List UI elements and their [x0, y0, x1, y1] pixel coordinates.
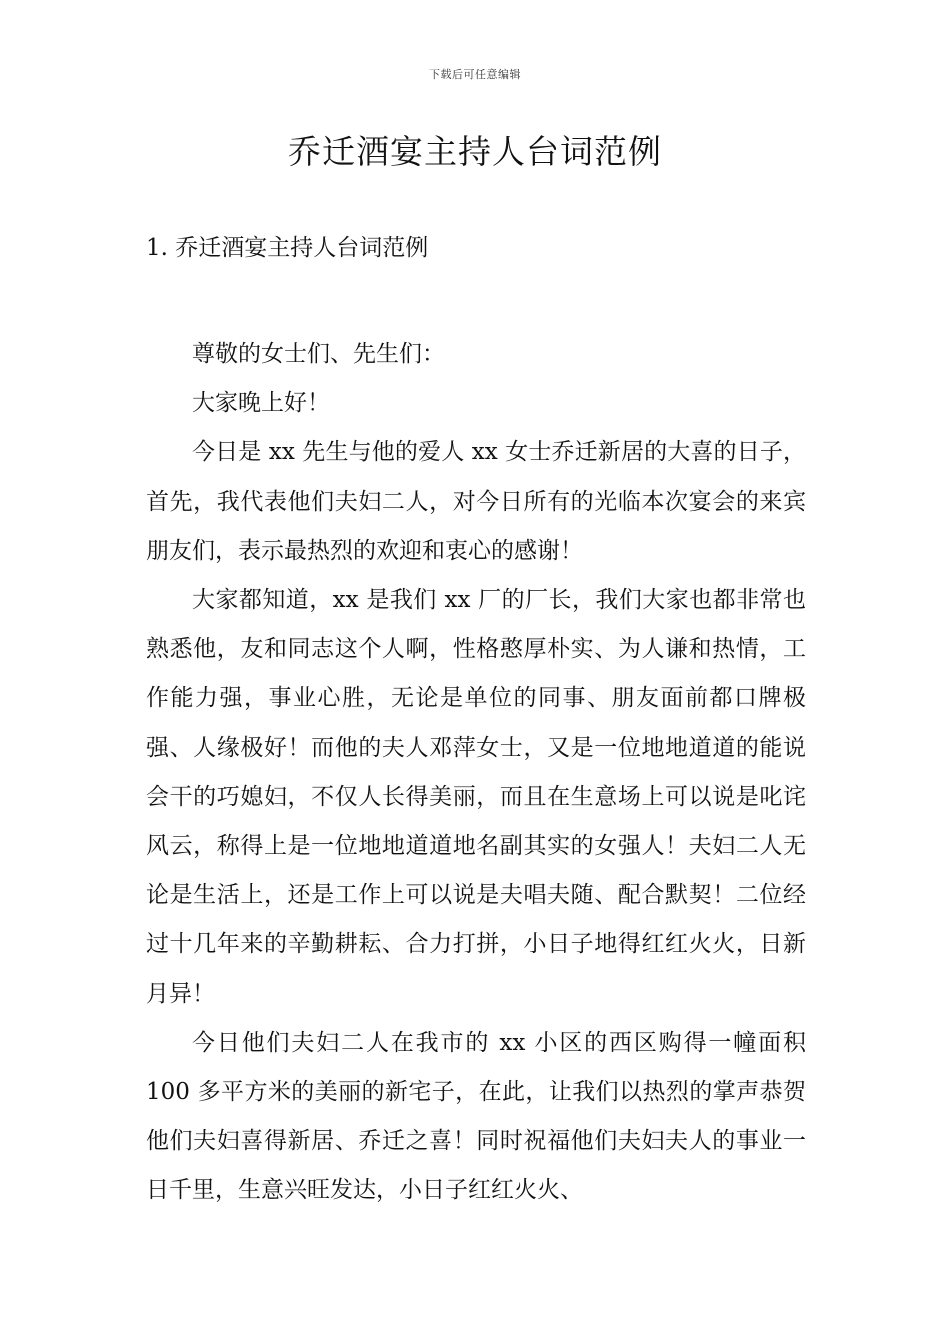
paragraph-welcome: 今日是 xx 先生与他的爱人 xx 女士乔迁新居的大喜的日子，首先，我代表他们夫妇二人，对今日所有的光临本次宴会的来宾朋友们，表示最热烈的欢迎和衷心的感谢！: [146, 439, 806, 564]
document-title: 乔迁酒宴主持人台词范例: [288, 132, 662, 171]
section-heading: 1. 乔迁酒宴主持人台词范例: [146, 235, 429, 261]
document-body: [146, 330, 806, 1216]
paragraph-congratulation: 今日他们夫妇二人在我市的 xx 小区的西区购得一幢面积 100 多平方米的美丽的新宅子，在此，让我们以热烈的掌声恭贺他们夫妇喜得新居、乔迁之喜！同时祝福他们夫妇夫人的事业一日千里，生意兴旺发达，小日子红红火火、: [146, 1029, 806, 1204]
header-note: 下载后可任意编辑: [429, 68, 521, 81]
paragraph-salutation: 大家晚上好！: [192, 390, 330, 417]
paragraph-introduction: 大家都知道，xx 是我们 xx 厂的厂长，我们大家也都非常也熟悉他，友和同志这个人啊，性格憨厚朴实、为人谦和热情，工作能力强，事业心胜，无论是单位的同事、朋友面前都口牌极强、人缘极好！而他的夫人邓萍女士，又是一位地地道道的能说会干的巧媳妇，不仅人长得美丽，而且在生意场上可以说是叱诧风云，称得上是一位地地道道地名副其实的女强人！夫妇二人无论是生活上，还是工作上可以说是夫唱夫随、配合默契！二位经过十几年来的辛勤耕耘、合力打拼，小日子地得红红火火，日新月异！: [146, 587, 806, 1007]
paragraph-greeting: 尊敬的女士们、先生们：: [192, 341, 445, 367]
